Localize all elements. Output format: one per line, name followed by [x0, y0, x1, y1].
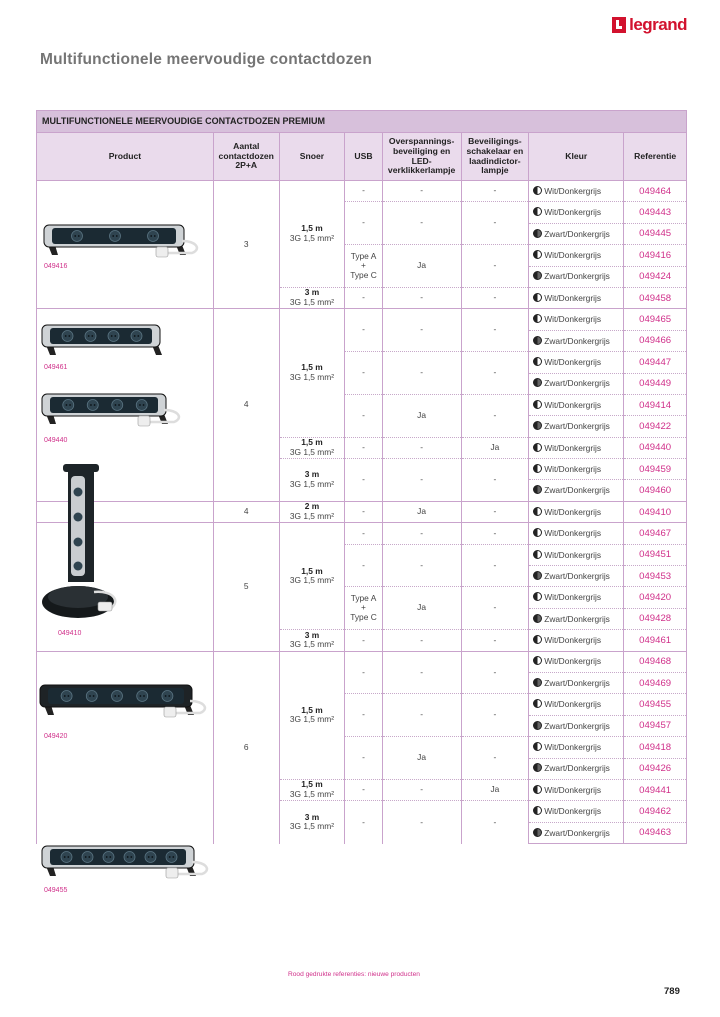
snoer-spec: 3G 1,5 mm² — [289, 714, 335, 725]
color-half-white-icon — [533, 550, 542, 559]
kleur-cell — [529, 758, 624, 779]
snoer-cell — [279, 309, 345, 437]
color-half-white-icon — [533, 443, 542, 452]
snoer-spec: 3G 1,5 mm² — [289, 232, 335, 243]
color-half-black-icon — [533, 763, 542, 772]
overspanning-cell: Ja — [382, 394, 461, 437]
referentie-cell: 049465 — [624, 309, 687, 330]
snoer-cell — [279, 651, 345, 779]
color-half-white-icon — [533, 314, 542, 323]
legrand-logo-text: legrand — [629, 15, 687, 34]
beveiliging-cell: Ja — [461, 779, 529, 800]
kleur-cell — [529, 459, 624, 480]
power-tower-image — [38, 462, 128, 627]
snoer-cell — [279, 523, 345, 630]
overspanning-cell: Ja — [382, 587, 461, 630]
usb-cell: - — [345, 352, 382, 395]
beveiliging-cell: - — [461, 501, 529, 522]
snoer-cell — [279, 287, 345, 308]
kleur-cell — [529, 352, 624, 373]
snoer-spec: 3G 1,5 mm² — [289, 639, 335, 650]
snoer-length: 1,5 m — [301, 223, 323, 234]
usb-cell: - — [345, 309, 382, 352]
color-half-white-icon — [533, 742, 542, 751]
usb-cell: - — [345, 501, 382, 522]
table-row — [37, 181, 687, 202]
kleur-cell — [529, 587, 624, 608]
aantal-cell: 3 — [213, 181, 279, 309]
aantal-cell: 4 — [213, 501, 279, 522]
color-half-white-icon — [533, 464, 542, 473]
usb-cell: - — [345, 181, 382, 202]
kleur-cell — [529, 608, 624, 629]
kleur-label: Wit/Donkergrijs — [544, 549, 602, 560]
color-half-black-icon — [533, 614, 542, 623]
snoer-length: 1,5 m — [301, 362, 323, 373]
snoer-cell — [279, 501, 345, 522]
kleur-cell — [529, 309, 624, 330]
kleur-cell — [529, 694, 624, 715]
referentie-cell: 049440 — [624, 437, 687, 458]
kleur-label: Wit/Donkergrijs — [544, 356, 602, 367]
beveiliging-cell: Ja — [461, 437, 529, 458]
kleur-cell — [529, 394, 624, 415]
table-row — [37, 651, 687, 672]
color-half-white-icon — [533, 806, 542, 815]
color-half-black-icon — [533, 485, 542, 494]
header-snoer: Snoer — [279, 133, 345, 181]
header-product: Product — [37, 133, 214, 181]
snoer-length: 1,5 m — [301, 704, 323, 715]
snoer-cell — [279, 181, 345, 288]
color-half-white-icon — [533, 400, 542, 409]
referentie-cell: 049467 — [624, 523, 687, 544]
aantal-cell: 5 — [213, 523, 279, 651]
color-half-white-icon — [533, 592, 542, 601]
color-half-white-icon — [533, 293, 542, 302]
kleur-label: Wit/Donkergrijs — [544, 399, 602, 410]
header-overspanning: Overspannings-beveiliging en LED-verklikkerlampje — [382, 133, 461, 181]
snoer-spec: 3G 1,5 mm² — [289, 446, 335, 457]
usb-type-cell — [345, 587, 382, 630]
referentie-cell: 049449 — [624, 373, 687, 394]
referentie-cell: 049469 — [624, 672, 687, 693]
referentie-cell: 049426 — [624, 758, 687, 779]
kleur-cell — [529, 416, 624, 437]
kleur-label: Wit/Donkergrijs — [544, 506, 602, 517]
overspanning-cell: - — [382, 544, 461, 587]
snoer-spec: 3G 1,5 mm² — [289, 297, 335, 308]
kleur-label: Wit/Donkergrijs — [544, 784, 602, 795]
product-ref-label: 049420 — [44, 733, 68, 740]
referentie-cell: 049441 — [624, 779, 687, 800]
beveiliging-cell: - — [461, 651, 529, 694]
color-half-white-icon — [533, 699, 542, 708]
snoer-spec: 3G 1,5 mm² — [289, 789, 335, 800]
snoer-cell — [279, 459, 345, 502]
color-half-black-icon — [533, 336, 542, 345]
referentie-cell: 049460 — [624, 480, 687, 501]
color-half-black-icon — [533, 229, 542, 238]
kleur-cell — [529, 480, 624, 501]
kleur-label: Wit/Donkergrijs — [544, 592, 602, 603]
referentie-cell: 049468 — [624, 651, 687, 672]
kleur-label: Zwart/Donkergrijs — [544, 763, 610, 774]
color-half-white-icon — [533, 656, 542, 665]
aantal-cell: 6 — [213, 651, 279, 844]
usb-cell: - — [345, 523, 382, 544]
usb-cell: - — [345, 651, 382, 694]
beveiliging-cell: - — [461, 309, 529, 352]
kleur-cell — [529, 544, 624, 565]
referentie-cell: 049445 — [624, 223, 687, 244]
overspanning-cell: - — [382, 202, 461, 245]
usb-type-line: Type A — [350, 250, 377, 261]
kleur-label: Zwart/Donkergrijs — [544, 570, 610, 581]
kleur-cell — [529, 737, 624, 758]
referentie-cell: 049443 — [624, 202, 687, 223]
usb-type-line: + — [361, 602, 366, 613]
kleur-cell — [529, 715, 624, 736]
color-half-white-icon — [533, 507, 542, 516]
kleur-label: Zwart/Donkergrijs — [544, 485, 610, 496]
product-ref-label: 049455 — [44, 887, 68, 894]
kleur-cell — [529, 330, 624, 351]
referentie-cell: 049451 — [624, 544, 687, 565]
referentie-cell: 049420 — [624, 587, 687, 608]
kleur-label: Wit/Donkergrijs — [544, 742, 602, 753]
snoer-length: 3 m — [304, 287, 320, 298]
color-half-white-icon — [533, 207, 542, 216]
snoer-spec: 3G 1,5 mm² — [289, 821, 335, 832]
kleur-label: Zwart/Donkergrijs — [544, 421, 610, 432]
kleur-cell — [529, 202, 624, 223]
product-ref-label: 049461 — [44, 364, 68, 371]
referentie-cell: 049414 — [624, 394, 687, 415]
snoer-spec: 3G 1,5 mm² — [289, 575, 335, 586]
overspanning-cell: - — [382, 437, 461, 458]
header-referentie: Referentie — [624, 133, 687, 181]
beveiliging-cell: - — [461, 352, 529, 395]
snoer-length: 3 m — [304, 811, 320, 822]
kleur-cell — [529, 287, 624, 308]
snoer-length: 2 m — [304, 501, 320, 512]
table-body — [37, 181, 687, 844]
kleur-cell — [529, 523, 624, 544]
usb-cell: - — [345, 202, 382, 245]
kleur-label: Wit/Donkergrijs — [544, 207, 602, 218]
color-half-white-icon — [533, 635, 542, 644]
usb-type-line: + — [361, 260, 366, 271]
usb-type-cell — [345, 245, 382, 288]
beveiliging-cell: - — [461, 694, 529, 737]
kleur-label: Wit/Donkergrijs — [544, 292, 602, 303]
kleur-label: Wit/Donkergrijs — [544, 463, 602, 474]
referentie-cell: 049457 — [624, 715, 687, 736]
usb-cell: - — [345, 801, 382, 844]
referentie-cell: 049458 — [624, 287, 687, 308]
snoer-spec: 3G 1,5 mm² — [289, 372, 335, 383]
kleur-cell — [529, 245, 624, 266]
color-half-white-icon — [533, 186, 542, 195]
snoer-spec: 3G 1,5 mm² — [289, 478, 335, 489]
header-usb: USB — [345, 133, 382, 181]
beveiliging-cell: - — [461, 181, 529, 202]
product-ref-label: 049440 — [44, 437, 68, 444]
kleur-cell — [529, 779, 624, 800]
kleur-cell — [529, 373, 624, 394]
legrand-logo — [612, 16, 687, 34]
referentie-cell: 049461 — [624, 630, 687, 651]
color-half-black-icon — [533, 378, 542, 387]
color-half-black-icon — [533, 828, 542, 837]
kleur-cell — [529, 266, 624, 287]
snoer-length: 3 m — [304, 629, 320, 640]
snoer-spec: 3G 1,5 mm² — [289, 511, 335, 522]
header-aantal: Aantal contactdozen 2P+A — [213, 133, 279, 181]
usb-cell: - — [345, 779, 382, 800]
referentie-cell: 049447 — [624, 352, 687, 373]
overspanning-cell: Ja — [382, 737, 461, 780]
footnote: Rood gedrukte referenties: nieuwe producten — [288, 971, 420, 978]
overspanning-cell: - — [382, 459, 461, 502]
snoer-length: 1,5 m — [301, 437, 323, 448]
color-half-black-icon — [533, 721, 542, 730]
usb-cell: - — [345, 287, 382, 308]
usb-cell: - — [345, 437, 382, 458]
color-half-black-icon — [533, 678, 542, 687]
snoer-length: 1,5 m — [301, 779, 323, 790]
beveiliging-cell: - — [461, 630, 529, 651]
overspanning-cell: - — [382, 287, 461, 308]
beveiliging-cell: - — [461, 801, 529, 844]
color-half-black-icon — [533, 571, 542, 580]
power-strip-image — [40, 388, 194, 428]
kleur-cell — [529, 801, 624, 822]
referentie-cell: 049459 — [624, 459, 687, 480]
kleur-label: Wit/Donkergrijs — [544, 806, 602, 817]
power-strip-image — [38, 679, 220, 719]
section-title: MULTIFUNCTIONELE MEERVOUDIGE CONTACTDOZEN PREMIUM — [37, 111, 687, 133]
usb-type-line: Type A — [350, 592, 377, 603]
kleur-cell — [529, 437, 624, 458]
product-ref-label: 049416 — [44, 263, 68, 270]
kleur-label: Zwart/Donkergrijs — [544, 677, 610, 688]
overspanning-cell: - — [382, 523, 461, 544]
color-half-white-icon — [533, 528, 542, 537]
kleur-label: Wit/Donkergrijs — [544, 635, 602, 646]
kleur-label: Wit/Donkergrijs — [544, 699, 602, 710]
product-ref-label: 049410 — [58, 630, 82, 637]
aantal-cell: 4 — [213, 309, 279, 502]
kleur-cell — [529, 651, 624, 672]
overspanning-cell: - — [382, 181, 461, 202]
kleur-label: Zwart/Donkergrijs — [544, 271, 610, 282]
legrand-logo-mark — [612, 17, 626, 33]
kleur-label: Wit/Donkergrijs — [544, 442, 602, 453]
usb-type-line: Type C — [350, 612, 377, 623]
color-half-black-icon — [533, 421, 542, 430]
kleur-cell — [529, 566, 624, 587]
referentie-cell: 049462 — [624, 801, 687, 822]
header-kleur: Kleur — [529, 133, 624, 181]
snoer-cell — [279, 437, 345, 458]
beveiliging-cell: - — [461, 523, 529, 544]
usb-cell: - — [345, 630, 382, 651]
overspanning-cell: - — [382, 651, 461, 694]
beveiliging-cell: - — [461, 544, 529, 587]
kleur-cell — [529, 223, 624, 244]
kleur-label: Wit/Donkergrijs — [544, 314, 602, 325]
kleur-cell — [529, 181, 624, 202]
color-half-white-icon — [533, 785, 542, 794]
kleur-cell — [529, 672, 624, 693]
beveiliging-cell: - — [461, 202, 529, 245]
kleur-cell — [529, 822, 624, 843]
referentie-cell: 049416 — [624, 245, 687, 266]
kleur-label: Zwart/Donkergrijs — [544, 827, 610, 838]
overspanning-cell: - — [382, 694, 461, 737]
power-strip-image — [40, 840, 222, 880]
usb-cell: - — [345, 544, 382, 587]
kleur-label: Zwart/Donkergrijs — [544, 613, 610, 624]
kleur-label: Zwart/Donkergrijs — [544, 720, 610, 731]
referentie-cell: 049464 — [624, 181, 687, 202]
snoer-length: 3 m — [304, 469, 320, 480]
overspanning-cell: - — [382, 352, 461, 395]
overspanning-cell: - — [382, 801, 461, 844]
referentie-cell: 049463 — [624, 822, 687, 843]
kleur-label: Wit/Donkergrijs — [544, 250, 602, 261]
beveiliging-cell: - — [461, 459, 529, 502]
beveiliging-cell: - — [461, 394, 529, 437]
kleur-label: Wit/Donkergrijs — [544, 528, 602, 539]
kleur-label: Zwart/Donkergrijs — [544, 335, 610, 346]
page-number: 789 — [664, 986, 680, 997]
overspanning-cell: - — [382, 630, 461, 651]
usb-cell: - — [345, 694, 382, 737]
kleur-label: Zwart/Donkergrijs — [544, 378, 610, 389]
referentie-cell: 049418 — [624, 737, 687, 758]
overspanning-cell: - — [382, 779, 461, 800]
usb-type-line: Type C — [350, 269, 377, 280]
overspanning-cell: Ja — [382, 501, 461, 522]
referentie-cell: 049466 — [624, 330, 687, 351]
referentie-cell: 049422 — [624, 416, 687, 437]
referentie-cell: 049455 — [624, 694, 687, 715]
table-row — [37, 523, 687, 544]
snoer-cell — [279, 630, 345, 651]
snoer-length: 1,5 m — [301, 565, 323, 576]
page-title: Multifunctionele meervoudige contactdozen — [40, 51, 373, 68]
overspanning-cell: Ja — [382, 245, 461, 288]
color-half-black-icon — [533, 271, 542, 280]
header-beveiliging: Beveiligings-schakelaar en laadindictor-lampje — [461, 133, 529, 181]
kleur-label: Wit/Donkergrijs — [544, 185, 602, 196]
referentie-cell: 049424 — [624, 266, 687, 287]
referentie-cell: 049410 — [624, 501, 687, 522]
usb-cell: - — [345, 737, 382, 780]
referentie-cell: 049428 — [624, 608, 687, 629]
color-half-white-icon — [533, 250, 542, 259]
kleur-label: Zwart/Donkergrijs — [544, 228, 610, 239]
beveiliging-cell: - — [461, 287, 529, 308]
power-strip-image — [42, 219, 212, 259]
kleur-cell — [529, 630, 624, 651]
power-strip-image — [40, 319, 188, 359]
kleur-cell — [529, 501, 624, 522]
beveiliging-cell: - — [461, 737, 529, 780]
beveiliging-cell: - — [461, 245, 529, 288]
snoer-cell — [279, 801, 345, 844]
snoer-cell — [279, 779, 345, 800]
referentie-cell: 049453 — [624, 566, 687, 587]
usb-cell: - — [345, 459, 382, 502]
kleur-label: Wit/Donkergrijs — [544, 656, 602, 667]
color-half-white-icon — [533, 357, 542, 366]
overspanning-cell: - — [382, 309, 461, 352]
usb-cell: - — [345, 394, 382, 437]
table-row — [37, 501, 687, 522]
beveiliging-cell: - — [461, 587, 529, 630]
